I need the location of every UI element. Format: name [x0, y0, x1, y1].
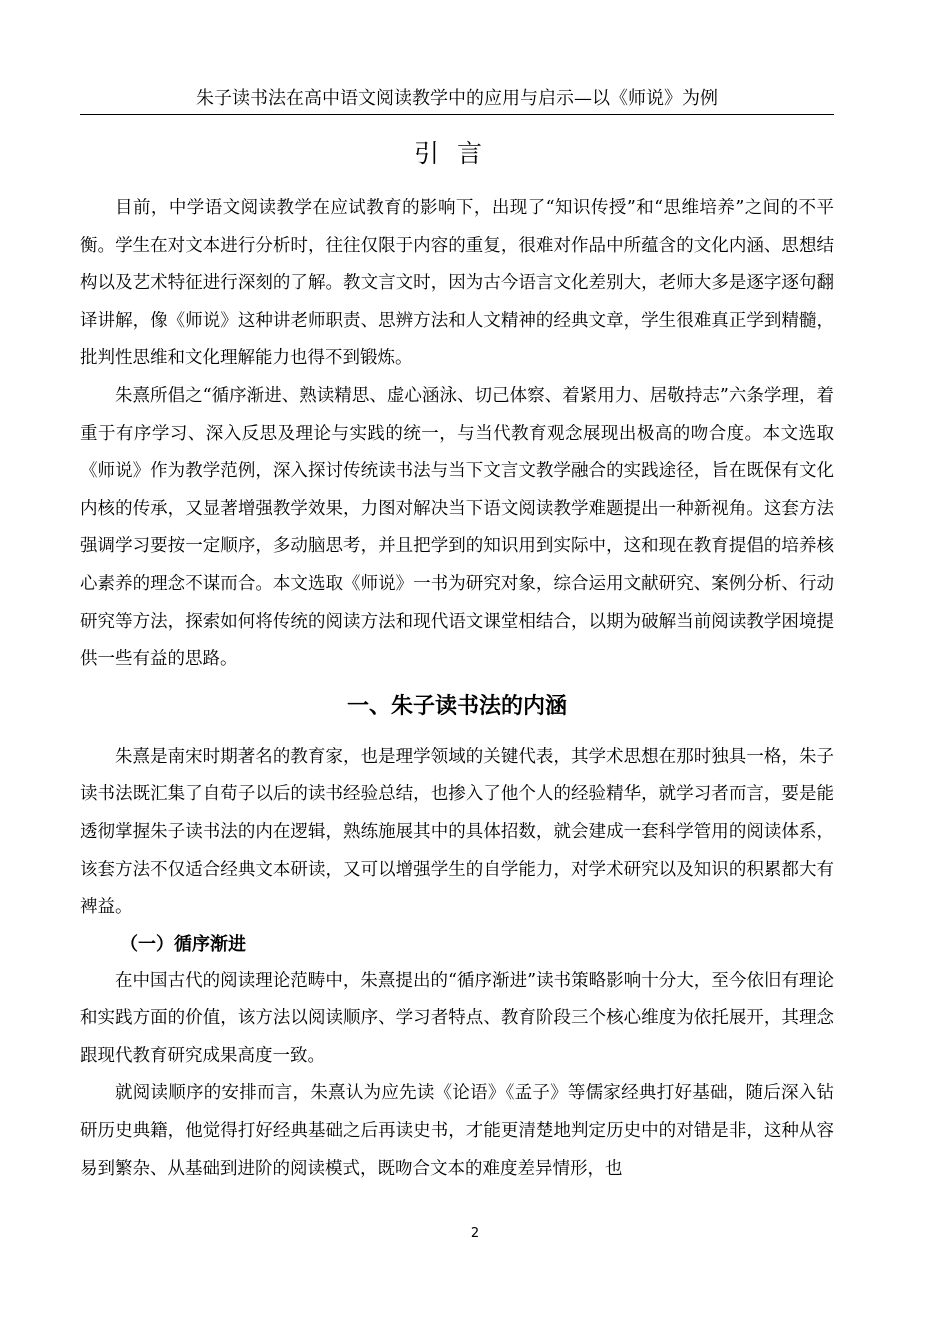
section-1-paragraph-1: 朱熹是南宋时期著名的教育家，也是理学领域的关键代表，其学术思想在那时独具一格，朱子读书法既汇集了自荀子以后的读书经验总结，也掺入了他个人的经验精华，就学习者而言，要是能透彻掌握朱子读书法的内在逻辑，熟练施展其中的具体招数，就会建成一套科学管用的阅读体系，该套方法不仅适合经典文本研读，又可以增强学生的自学能力，对学术研究以及知识的积累都大有裨益。 [80, 746, 834, 918]
intro-paragraph-1: 目前，中学语文阅读教学在应试教育的影响下，出现了“知识传授”和“思维培养”之间的不平衡。学生在对文本进行分析时，往往仅限于内容的重复，很难对作品中所蕴含的文化内涵、思想结构以及艺术特征进行深刻的了解。教文言文时，因为古今语言文化差别大，老师大多是逐字逐句翻译讲解，像《师说》这种讲老师职责、思辨方法和人文精神的经典文章，学生很难真正学到精髓，批判性思维和文化理解能力也得不到锻炼。 [80, 198, 834, 369]
section-1-heading: 一、朱子读书法的内涵 [346, 693, 567, 719]
page-number: 2 [470, 1226, 480, 1241]
intro-heading: 引言 [413, 139, 500, 168]
intro-paragraph-2: 朱熹所倡之“循序渐进、熟读精思、虚心涵泳、切己体察、着紧用力、居敬持志”六条学理，着重于有序学习、深入反思及理论与实践的统一，与当代教育观念展现出极高的吻合度。本文选取《师说》作为教学范例，深入探讨传统读书法与当下文言文教学融合的实践途径，旨在既保有文化内核的传承，又显著增强教学效果，力图对解决当下语文阅读教学难题提出一种新视角。这套方法强调学习要按一定顺序，多动脑思考，并且把学到的知识用到实际中，这和现在教育提倡的培养核心素养的理念不谋而合。本文选取《师说》一书为研究对象，综合运用文献研究、案例分析、行动研究等方法，探索如何将传统的阅读方法和现代语文课堂相结合，以期为破解当前阅读教学困境提供一些有益的思路。 [80, 385, 834, 670]
subsection-1-paragraph-1: 在中国古代的阅读理论范畴中，朱熹提出的“循序渐进”读书策略影响十分大，至今依旧有理论和实践方面的价值，该方法以阅读顺序、学习者特点、教育阶段三个核心维度为依托展开，其理念跟现代教育研究成果高度一致。 [80, 970, 834, 1066]
subsection-1-paragraph-2: 就阅读顺序的安排而言，朱熹认为应先读《论语》《孟子》等儒家经典打好基础，随后深入钻研历史典籍，他觉得打好经典基础之后再读史书，才能更清楚地判定历史中的对错是非，这种从容易到繁杂、从基础到进阶的阅读模式，既吻合文本的难度差异情形，也 [80, 1083, 834, 1179]
page-body [80, 132, 834, 1188]
header-divider [80, 114, 834, 115]
running-header: 朱子读书法在高中语文阅读教学中的应用与启示—以《师说》为例 [196, 88, 718, 109]
subsection-1-heading: （一）循序渐进 [120, 933, 246, 955]
